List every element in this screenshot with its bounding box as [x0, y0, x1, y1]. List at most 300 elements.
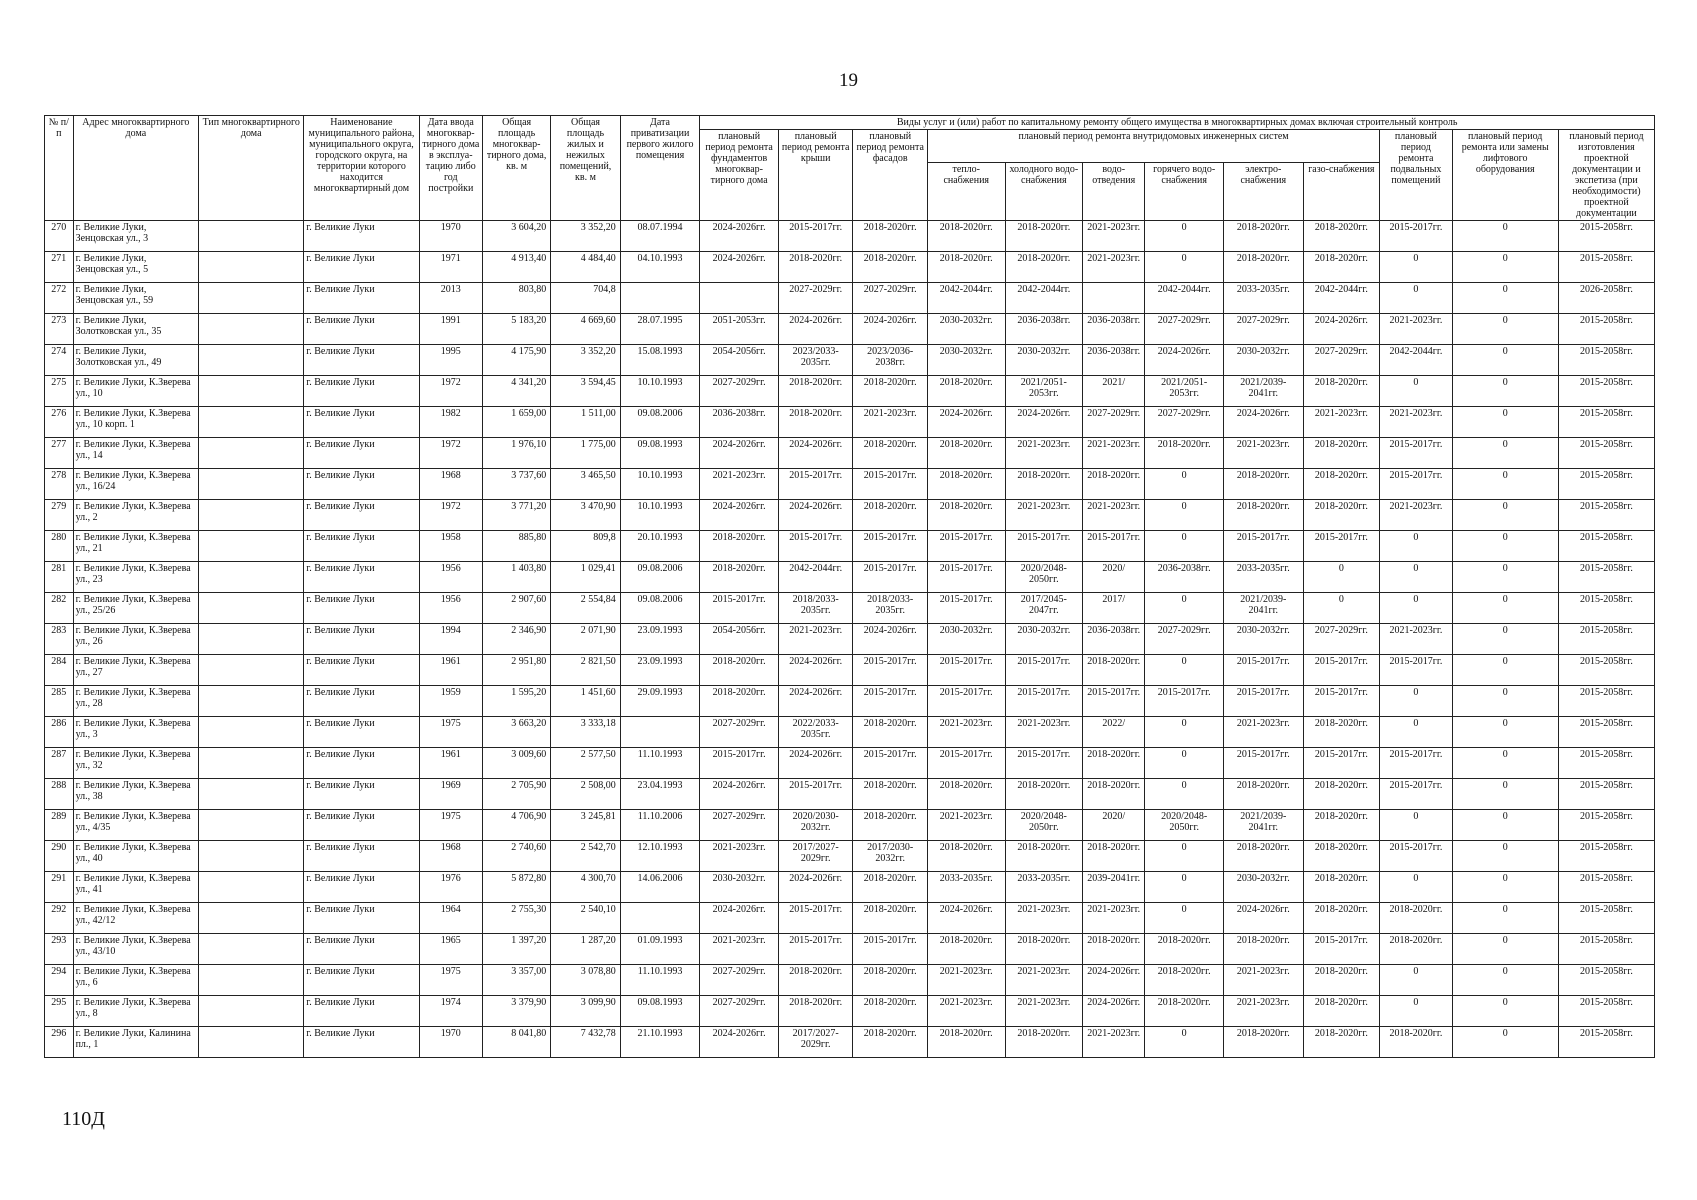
cell-commission-year: 1965	[419, 934, 482, 965]
cell-foundation-period: 2018-2020гг.	[700, 655, 779, 686]
cell-house-type	[199, 407, 304, 438]
cell-cold-water-period: 2021-2023гг.	[1005, 438, 1083, 469]
cell-row-number: 275	[45, 376, 74, 407]
cell-total-area: 1 595,20	[482, 686, 550, 717]
cell-house-type	[199, 1027, 304, 1058]
cell-roof-period: 2015-2017гг.	[778, 903, 853, 934]
cell-design-period: 2015-2058гг.	[1558, 717, 1654, 748]
cell-total-area: 3 737,60	[482, 469, 550, 500]
cell-sewer-period: 2021-2023гг.	[1083, 1027, 1145, 1058]
cell-gas-period: 2027-2029гг.	[1303, 624, 1380, 655]
cell-cold-water-period: 2020/2048-2050гг.	[1005, 810, 1083, 841]
cell-design-period: 2015-2058гг.	[1558, 779, 1654, 810]
table-row	[45, 872, 1655, 903]
cell-foundation-period: 2021-2023гг.	[700, 841, 779, 872]
cell-house-type	[199, 996, 304, 1027]
cell-hot-water-period: 2027-2029гг.	[1145, 407, 1224, 438]
cell-address: г. Великие Луки, К.Зверева ул., 10	[73, 376, 199, 407]
cell-row-number: 293	[45, 934, 74, 965]
cell-address: г. Великие Луки, К.Зверева ул., 42/12	[73, 903, 199, 934]
cell-hot-water-period: 2021/2051-2053гг.	[1145, 376, 1224, 407]
cell-gas-period: 2024-2026гг.	[1303, 314, 1380, 345]
cell-hot-water-period: 0	[1145, 221, 1224, 252]
header-cold-water: холодного водо-снабжения	[1005, 162, 1083, 220]
cell-gas-period: 2018-2020гг.	[1303, 1027, 1380, 1058]
cell-basement-period: 0	[1380, 965, 1452, 996]
cell-region: г. Великие Луки	[304, 531, 419, 562]
cell-design-period: 2015-2058гг.	[1558, 841, 1654, 872]
cell-house-type	[199, 655, 304, 686]
cell-electric-period: 2018-2020гг.	[1223, 1027, 1303, 1058]
cell-address: г. Великие Луки, К.Зверева ул., 8	[73, 996, 199, 1027]
cell-address: г. Великие Луки, Золотковская ул., 35	[73, 314, 199, 345]
cell-roof-period: 2018-2020гг.	[778, 376, 853, 407]
cell-design-period: 2015-2058гг.	[1558, 810, 1654, 841]
cell-cold-water-period: 2021-2023гг.	[1005, 996, 1083, 1027]
cell-address: г. Великие Луки, К.Зверева ул., 25/26	[73, 593, 199, 624]
cell-address: г. Великие Луки, Зенцовская ул., 3	[73, 221, 199, 252]
cell-gas-period: 2015-2017гг.	[1303, 531, 1380, 562]
cell-house-type	[199, 903, 304, 934]
cell-address: г. Великие Луки, К.Зверева ул., 27	[73, 655, 199, 686]
cell-region: г. Великие Луки	[304, 841, 419, 872]
cell-heat-period: 2021-2023гг.	[927, 965, 1005, 996]
capital-repair-table	[44, 115, 1655, 1058]
cell-basement-period: 2021-2023гг.	[1380, 624, 1452, 655]
cell-region: г. Великие Луки	[304, 872, 419, 903]
cell-facade-period: 2018-2020гг.	[853, 438, 928, 469]
cell-address: г. Великие Луки, Калинина пл., 1	[73, 1027, 199, 1058]
cell-facade-period: 2015-2017гг.	[853, 655, 928, 686]
cell-heat-period: 2018-2020гг.	[927, 438, 1005, 469]
header-heat: тепло-снабжения	[927, 162, 1005, 220]
cell-gas-period: 2015-2017гг.	[1303, 934, 1380, 965]
header-total-area: Общая площадь многоквар-тирного дома, кв. м	[482, 116, 550, 221]
cell-elevator-period: 0	[1452, 531, 1558, 562]
cell-basement-period: 0	[1380, 283, 1452, 314]
cell-row-number: 289	[45, 810, 74, 841]
cell-total-area: 1 976,10	[482, 438, 550, 469]
cell-heat-period: 2015-2017гг.	[927, 686, 1005, 717]
cell-foundation-period: 2024-2026гг.	[700, 903, 779, 934]
cell-cold-water-period: 2024-2026гг.	[1005, 407, 1083, 438]
cell-heat-period: 2018-2020гг.	[927, 469, 1005, 500]
cell-hot-water-period: 2036-2038гг.	[1145, 562, 1224, 593]
cell-region: г. Великие Луки	[304, 376, 419, 407]
cell-cold-water-period: 2015-2017гг.	[1005, 686, 1083, 717]
cell-roof-period: 2018-2020гг.	[778, 252, 853, 283]
cell-address: г. Великие Луки, Зенцовская ул., 5	[73, 252, 199, 283]
cell-row-number: 280	[45, 531, 74, 562]
cell-electric-period: 2030-2032гг.	[1223, 624, 1303, 655]
cell-sewer-period: 2036-2038гг.	[1083, 345, 1145, 376]
cell-facade-period: 2018-2020гг.	[853, 779, 928, 810]
cell-commission-year: 1972	[419, 376, 482, 407]
cell-region: г. Великие Луки	[304, 221, 419, 252]
cell-design-period: 2015-2058гг.	[1558, 748, 1654, 779]
cell-basement-period: 0	[1380, 872, 1452, 903]
cell-electric-period: 2018-2020гг.	[1223, 500, 1303, 531]
cell-cold-water-period: 2018-2020гг.	[1005, 1027, 1083, 1058]
cell-hot-water-period: 2018-2020гг.	[1145, 934, 1224, 965]
cell-gas-period: 2018-2020гг.	[1303, 996, 1380, 1027]
table-row	[45, 748, 1655, 779]
cell-heat-period: 2018-2020гг.	[927, 934, 1005, 965]
cell-hot-water-period: 0	[1145, 252, 1224, 283]
cell-gas-period: 2018-2020гг.	[1303, 221, 1380, 252]
cell-sewer-period: 2021-2023гг.	[1083, 438, 1145, 469]
cell-row-number: 279	[45, 500, 74, 531]
cell-facade-period: 2018/2033-2035гг.	[853, 593, 928, 624]
cell-privatization-date: 09.08.1993	[620, 996, 700, 1027]
cell-total-area: 5 183,20	[482, 314, 550, 345]
cell-address: г. Великие Луки, К.Зверева ул., 28	[73, 686, 199, 717]
cell-gas-period: 2018-2020гг.	[1303, 810, 1380, 841]
table-row	[45, 345, 1655, 376]
cell-design-period: 2015-2058гг.	[1558, 965, 1654, 996]
cell-total-area: 8 041,80	[482, 1027, 550, 1058]
cell-elevator-period: 0	[1452, 624, 1558, 655]
header-roof: плановый период ремонта крыши	[778, 130, 853, 221]
cell-facade-period: 2018-2020гг.	[853, 996, 928, 1027]
table-row	[45, 965, 1655, 996]
cell-basement-period: 2015-2017гг.	[1380, 655, 1452, 686]
cell-elevator-period: 0	[1452, 314, 1558, 345]
cell-facade-period: 2018-2020гг.	[853, 872, 928, 903]
cell-hot-water-period: 2018-2020гг.	[1145, 438, 1224, 469]
cell-sewer-period: 2036-2038гг.	[1083, 314, 1145, 345]
cell-region: г. Великие Луки	[304, 717, 419, 748]
cell-elevator-period: 0	[1452, 810, 1558, 841]
cell-gas-period: 2027-2029гг.	[1303, 345, 1380, 376]
cell-foundation-period: 2027-2029гг.	[700, 996, 779, 1027]
cell-foundation-period: 2024-2026гг.	[700, 252, 779, 283]
cell-sewer-period: 2018-2020гг.	[1083, 748, 1145, 779]
cell-commission-year: 1961	[419, 748, 482, 779]
cell-elevator-period: 0	[1452, 562, 1558, 593]
cell-house-type	[199, 500, 304, 531]
cell-region: г. Великие Луки	[304, 562, 419, 593]
cell-sewer-period: 2039-2041гг.	[1083, 872, 1145, 903]
cell-region: г. Великие Луки	[304, 1027, 419, 1058]
cell-electric-period: 2018-2020гг.	[1223, 469, 1303, 500]
cell-total-area: 2 755,30	[482, 903, 550, 934]
cell-hot-water-period: 0	[1145, 872, 1224, 903]
cell-address: г. Великие Луки, К.Зверева ул., 16/24	[73, 469, 199, 500]
cell-cold-water-period: 2021-2023гг.	[1005, 500, 1083, 531]
cell-elevator-period: 0	[1452, 655, 1558, 686]
cell-facade-period: 2015-2017гг.	[853, 748, 928, 779]
cell-living-area: 3 099,90	[551, 996, 620, 1027]
cell-hot-water-period: 0	[1145, 717, 1224, 748]
cell-design-period: 2015-2058гг.	[1558, 562, 1654, 593]
cell-heat-period: 2024-2026гг.	[927, 903, 1005, 934]
table-row	[45, 655, 1655, 686]
cell-total-area: 803,80	[482, 283, 550, 314]
cell-sewer-period: 2020/	[1083, 562, 1145, 593]
cell-basement-period: 2018-2020гг.	[1380, 934, 1452, 965]
cell-foundation-period: 2051-2053гг.	[700, 314, 779, 345]
cell-total-area: 4 706,90	[482, 810, 550, 841]
cell-roof-period: 2018-2020гг.	[778, 996, 853, 1027]
cell-hot-water-period: 0	[1145, 903, 1224, 934]
cell-facade-period: 2018-2020гг.	[853, 500, 928, 531]
cell-electric-period: 2021/2039-2041гг.	[1223, 376, 1303, 407]
cell-sewer-period: 2021/	[1083, 376, 1145, 407]
cell-facade-period: 2027-2029гг.	[853, 283, 928, 314]
header-electric: электро-снабжения	[1223, 162, 1303, 220]
cell-sewer-period: 2027-2029гг.	[1083, 407, 1145, 438]
cell-gas-period: 2015-2017гг.	[1303, 748, 1380, 779]
cell-address: г. Великие Луки, К.Зверева ул., 43/10	[73, 934, 199, 965]
table-header	[45, 116, 1655, 221]
cell-hot-water-period: 0	[1145, 841, 1224, 872]
header-elevator: плановый период ремонта или замены лифтового оборудования	[1452, 130, 1558, 221]
cell-design-period: 2015-2058гг.	[1558, 500, 1654, 531]
cell-total-area: 4 913,40	[482, 252, 550, 283]
cell-cold-water-period: 2015-2017гг.	[1005, 531, 1083, 562]
cell-total-area: 3 604,20	[482, 221, 550, 252]
cell-heat-period: 2021-2023гг.	[927, 810, 1005, 841]
cell-total-area: 2 705,90	[482, 779, 550, 810]
cell-elevator-period: 0	[1452, 376, 1558, 407]
cell-design-period: 2015-2058гг.	[1558, 686, 1654, 717]
header-commission: Дата ввода многоквар-тирного дома в эксплуа-тацию либо год постройки	[419, 116, 482, 221]
cell-roof-period: 2015-2017гг.	[778, 934, 853, 965]
cell-electric-period: 2015-2017гг.	[1223, 686, 1303, 717]
table-row	[45, 469, 1655, 500]
cell-cold-water-period: 2021-2023гг.	[1005, 965, 1083, 996]
cell-heat-period: 2015-2017гг.	[927, 655, 1005, 686]
cell-design-period: 2015-2058гг.	[1558, 469, 1654, 500]
cell-privatization-date: 01.09.1993	[620, 934, 700, 965]
cell-heat-period: 2015-2017гг.	[927, 531, 1005, 562]
cell-row-number: 286	[45, 717, 74, 748]
header-living-area: Общая площадь жилых и нежилых помещений, кв. м	[551, 116, 620, 221]
cell-roof-period: 2018-2020гг.	[778, 407, 853, 438]
cell-roof-period: 2017/2027-2029гг.	[778, 1027, 853, 1058]
cell-elevator-period: 0	[1452, 872, 1558, 903]
cell-living-area: 2 540,10	[551, 903, 620, 934]
cell-gas-period: 2018-2020гг.	[1303, 872, 1380, 903]
cell-total-area: 4 175,90	[482, 345, 550, 376]
cell-electric-period: 2033-2035гг.	[1223, 562, 1303, 593]
cell-roof-period: 2018-2020гг.	[778, 965, 853, 996]
cell-row-number: 272	[45, 283, 74, 314]
cell-hot-water-period: 0	[1145, 655, 1224, 686]
cell-cold-water-period: 2020/2048-2050гг.	[1005, 562, 1083, 593]
cell-living-area: 809,8	[551, 531, 620, 562]
cell-region: г. Великие Луки	[304, 810, 419, 841]
cell-address: г. Великие Луки, Золотковская ул., 49	[73, 345, 199, 376]
cell-sewer-period: 2017/	[1083, 593, 1145, 624]
cell-sewer-period: 2018-2020гг.	[1083, 841, 1145, 872]
cell-commission-year: 1968	[419, 841, 482, 872]
cell-facade-period: 2018-2020гг.	[853, 903, 928, 934]
cell-house-type	[199, 872, 304, 903]
header-type: Тип многоквартирного дома	[199, 116, 304, 221]
header-foundation: плановый период ремонта фундаментов многоквар-тирного дома	[700, 130, 779, 221]
cell-design-period: 2015-2058гг.	[1558, 903, 1654, 934]
cell-electric-period: 2024-2026гг.	[1223, 903, 1303, 934]
footer-code: 110Д	[62, 1108, 105, 1130]
cell-living-area: 4 484,40	[551, 252, 620, 283]
cell-foundation-period: 2018-2020гг.	[700, 531, 779, 562]
header-facade: плановый период ремонта фасадов	[853, 130, 928, 221]
cell-cold-water-period: 2015-2017гг.	[1005, 655, 1083, 686]
cell-hot-water-period: 2027-2029гг.	[1145, 314, 1224, 345]
cell-electric-period: 2021-2023гг.	[1223, 717, 1303, 748]
cell-facade-period: 2018-2020гг.	[853, 252, 928, 283]
cell-cold-water-period: 2036-2038гг.	[1005, 314, 1083, 345]
cell-address: г. Великие Луки, К.Зверева ул., 26	[73, 624, 199, 655]
cell-hot-water-period: 2018-2020гг.	[1145, 965, 1224, 996]
cell-living-area: 2 577,50	[551, 748, 620, 779]
cell-design-period: 2015-2058гг.	[1558, 345, 1654, 376]
cell-living-area: 7 432,78	[551, 1027, 620, 1058]
cell-gas-period: 2015-2017гг.	[1303, 686, 1380, 717]
cell-living-area: 3 470,90	[551, 500, 620, 531]
cell-gas-period: 2018-2020гг.	[1303, 841, 1380, 872]
cell-elevator-period: 0	[1452, 1027, 1558, 1058]
cell-basement-period: 2015-2017гг.	[1380, 748, 1452, 779]
cell-basement-period: 2042-2044гг.	[1380, 345, 1452, 376]
cell-heat-period: 2021-2023гг.	[927, 996, 1005, 1027]
cell-basement-period: 0	[1380, 376, 1452, 407]
cell-roof-period: 2021-2023гг.	[778, 624, 853, 655]
cell-elevator-period: 0	[1452, 407, 1558, 438]
cell-region: г. Великие Луки	[304, 934, 419, 965]
cell-privatization-date	[620, 903, 700, 934]
cell-house-type	[199, 934, 304, 965]
cell-elevator-period: 0	[1452, 686, 1558, 717]
cell-total-area: 3 009,60	[482, 748, 550, 779]
cell-commission-year: 1995	[419, 345, 482, 376]
cell-commission-year: 1970	[419, 1027, 482, 1058]
cell-total-area: 2 740,60	[482, 841, 550, 872]
cell-privatization-date: 20.10.1993	[620, 531, 700, 562]
cell-electric-period: 2015-2017гг.	[1223, 655, 1303, 686]
cell-privatization-date: 10.10.1993	[620, 469, 700, 500]
cell-cold-water-period: 2021-2023гг.	[1005, 717, 1083, 748]
cell-region: г. Великие Луки	[304, 593, 419, 624]
cell-commission-year: 1975	[419, 810, 482, 841]
cell-roof-period: 2027-2029гг.	[778, 283, 853, 314]
cell-region: г. Великие Луки	[304, 965, 419, 996]
cell-gas-period: 2018-2020гг.	[1303, 438, 1380, 469]
cell-design-period: 2015-2058гг.	[1558, 407, 1654, 438]
cell-sewer-period: 2036-2038гг.	[1083, 624, 1145, 655]
cell-row-number: 283	[45, 624, 74, 655]
cell-facade-period: 2018-2020гг.	[853, 965, 928, 996]
cell-privatization-date: 10.10.1993	[620, 500, 700, 531]
cell-region: г. Великие Луки	[304, 314, 419, 345]
cell-electric-period: 2018-2020гг.	[1223, 779, 1303, 810]
cell-foundation-period: 2015-2017гг.	[700, 748, 779, 779]
cell-address: г. Великие Луки, К.Зверева ул., 2	[73, 500, 199, 531]
cell-commission-year: 1994	[419, 624, 482, 655]
table-row	[45, 562, 1655, 593]
table-row	[45, 314, 1655, 345]
cell-row-number: 287	[45, 748, 74, 779]
cell-facade-period: 2015-2017гг.	[853, 469, 928, 500]
cell-hot-water-period: 0	[1145, 1027, 1224, 1058]
table-row	[45, 934, 1655, 965]
cell-foundation-period: 2015-2017гг.	[700, 593, 779, 624]
cell-design-period: 2015-2058гг.	[1558, 593, 1654, 624]
cell-facade-period: 2021-2023гг.	[853, 407, 928, 438]
cell-elevator-period: 0	[1452, 779, 1558, 810]
table-row	[45, 779, 1655, 810]
cell-region: г. Великие Луки	[304, 748, 419, 779]
cell-commission-year: 1956	[419, 562, 482, 593]
cell-design-period: 2015-2058гг.	[1558, 376, 1654, 407]
cell-region: г. Великие Луки	[304, 624, 419, 655]
cell-electric-period: 2018-2020гг.	[1223, 221, 1303, 252]
cell-house-type	[199, 748, 304, 779]
cell-region: г. Великие Луки	[304, 500, 419, 531]
cell-facade-period: 2023/2036-2038гг.	[853, 345, 928, 376]
cell-basement-period: 2021-2023гг.	[1380, 314, 1452, 345]
cell-foundation-period: 2027-2029гг.	[700, 376, 779, 407]
cell-row-number: 274	[45, 345, 74, 376]
header-basement: плановый период ремонта подвальных помещений	[1380, 130, 1452, 221]
cell-total-area: 3 663,20	[482, 717, 550, 748]
cell-basement-period: 0	[1380, 252, 1452, 283]
cell-basement-period: 2015-2017гг.	[1380, 469, 1452, 500]
cell-roof-period: 2024-2026гг.	[778, 872, 853, 903]
cell-row-number: 281	[45, 562, 74, 593]
cell-cold-water-period: 2021-2023гг.	[1005, 903, 1083, 934]
cell-row-number: 285	[45, 686, 74, 717]
cell-commission-year: 1959	[419, 686, 482, 717]
cell-gas-period: 2042-2044гг.	[1303, 283, 1380, 314]
cell-gas-period: 2018-2020гг.	[1303, 376, 1380, 407]
cell-house-type	[199, 562, 304, 593]
cell-roof-period: 2024-2026гг.	[778, 438, 853, 469]
cell-basement-period: 2015-2017гг.	[1380, 438, 1452, 469]
cell-commission-year: 1970	[419, 221, 482, 252]
cell-cold-water-period: 2018-2020гг.	[1005, 469, 1083, 500]
cell-elevator-period: 0	[1452, 934, 1558, 965]
cell-roof-period: 2017/2027-2029гг.	[778, 841, 853, 872]
cell-gas-period: 2018-2020гг.	[1303, 252, 1380, 283]
cell-electric-period: 2030-2032гг.	[1223, 872, 1303, 903]
table-row	[45, 903, 1655, 934]
cell-roof-period: 2020/2030-2032гг.	[778, 810, 853, 841]
table-row	[45, 531, 1655, 562]
cell-roof-period: 2023/2033-2035гг.	[778, 345, 853, 376]
cell-elevator-period: 0	[1452, 252, 1558, 283]
cell-sewer-period: 2015-2017гг.	[1083, 686, 1145, 717]
cell-commission-year: 1969	[419, 779, 482, 810]
cell-living-area: 1 287,20	[551, 934, 620, 965]
cell-privatization-date: 23.09.1993	[620, 624, 700, 655]
table-row	[45, 717, 1655, 748]
cell-sewer-period: 2024-2026гг.	[1083, 996, 1145, 1027]
cell-region: г. Великие Луки	[304, 779, 419, 810]
cell-row-number: 276	[45, 407, 74, 438]
cell-electric-period: 2018-2020гг.	[1223, 934, 1303, 965]
cell-row-number: 294	[45, 965, 74, 996]
cell-basement-period: 2021-2023гг.	[1380, 500, 1452, 531]
cell-heat-period: 2024-2026гг.	[927, 407, 1005, 438]
cell-commission-year: 2013	[419, 283, 482, 314]
cell-address: г. Великие Луки, К.Зверева ул., 38	[73, 779, 199, 810]
header-works-group: Виды услуг и (или) работ по капитальному ремонту общего имущества в многоквартирных домах включая строительный контроль	[700, 116, 1655, 130]
cell-sewer-period: 2021-2023гг.	[1083, 903, 1145, 934]
cell-cold-water-period: 2015-2017гг.	[1005, 748, 1083, 779]
